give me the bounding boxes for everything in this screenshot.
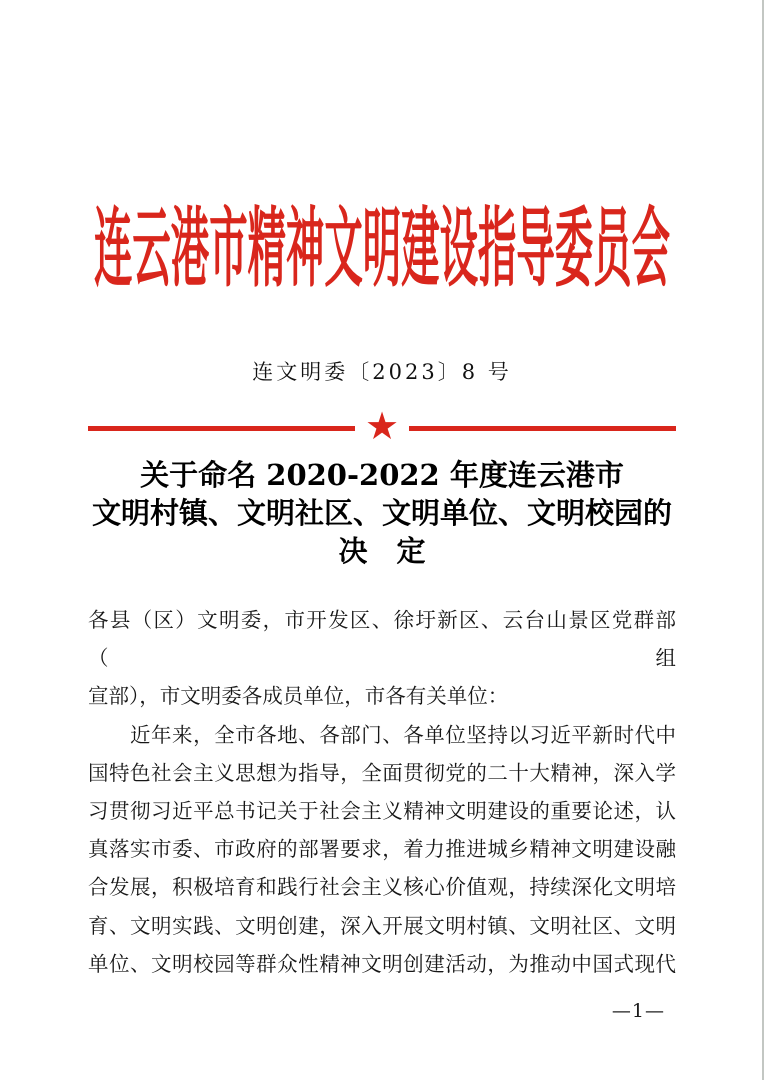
paragraph-line: 真落实市委、市政府的部署要求，着力推进城乡精神文明建设融 bbox=[88, 837, 676, 862]
paragraph-line: 国特色社会主义思想为指导，全面贯彻党的二十大精神，深入学 bbox=[88, 760, 676, 785]
paragraph-line: 单位、文明校园等群众性精神文明创建活动，为推动中国式现代 bbox=[88, 951, 676, 976]
red-divider bbox=[88, 404, 676, 448]
red-divider-right-segment bbox=[409, 426, 676, 431]
page-number: —1— bbox=[611, 1000, 665, 1022]
paragraph-line: 习贯彻习近平总书记关于社会主义精神文明建设的重要论述，认 bbox=[88, 799, 676, 824]
document-title bbox=[50, 456, 714, 570]
issuer-name: 连云港市精神文明建设指导委员会 bbox=[94, 197, 670, 299]
star-icon: ★ bbox=[364, 404, 400, 448]
document-number: 连文明委〔2023〕8 号 bbox=[252, 360, 512, 384]
paragraph-line: 育、文明实践、文明创建，深入开展文明村镇、文明社区、文明 bbox=[88, 913, 676, 938]
salutation-line: 宣部），市文明委各成员单位，市各有关单位： bbox=[88, 684, 509, 709]
salutation-line: 各县（区）文明委，市开发区、徐圩新区、云台山景区党群部（组 bbox=[88, 608, 676, 671]
red-header-banner bbox=[0, 198, 764, 298]
title-line-3: 决 定 bbox=[338, 534, 426, 568]
title-line-2: 文明村镇、文明社区、文明单位、文明校园的 bbox=[91, 496, 672, 530]
red-divider-left-segment bbox=[88, 426, 355, 431]
title-line-1: 关于命名 2020-2022 年度连云港市 bbox=[140, 458, 624, 492]
body-text bbox=[88, 601, 676, 983]
paragraph-line: 合发展，积极培育和践行社会主义核心价值观，持续深化文明培 bbox=[88, 875, 676, 900]
paragraph-line: 近年来，全市各地、各部门、各单位坚持以习近平新时代中 bbox=[130, 722, 676, 747]
